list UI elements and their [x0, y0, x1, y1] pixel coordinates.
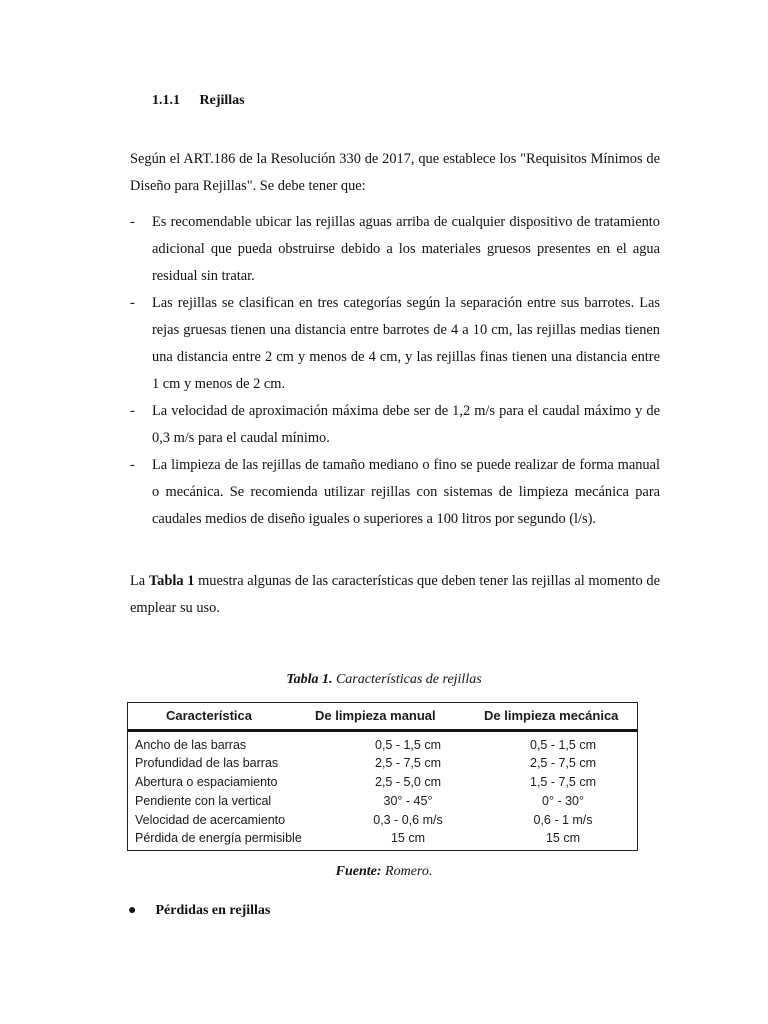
tabla-ref-suffix: muestra algunas de las características que deben tener las rejillas al momento de emplear su uso. [130, 573, 660, 616]
cell-mecanica: 2,5 - 7,5 cm [530, 756, 596, 770]
requirements-list [130, 209, 660, 533]
bullet-dash: - [130, 295, 135, 311]
cell-caracteristica: Pendiente con la vertical [135, 794, 272, 808]
section-number: 1.1.1 [152, 93, 180, 108]
list-item-text: La limpieza de las rejillas de tamaño mediano o fino se puede realizar de forma manual o mecánica. Se recomienda utilizar rejillas con sistemas de limpieza mecánica para caudales medios de diseño iguales o superiores a 100 litros por segundo (l/s). [152, 457, 660, 527]
list-item-text: Las rejillas se clasifican en tres categorías según la separación entre sus barrotes. Las rejas gruesas tienen una distancia entre barrotes de 4 a 10 cm, las rejillas medias tienen una distancia entre 2 cm y menos de 4 cm, y las rejillas finas tienen una distancia entre 1 cm y menos de 2 cm. [152, 295, 660, 392]
table-row [128, 831, 637, 849]
section-heading [152, 93, 245, 109]
tabla-ref-prefix: La [130, 573, 146, 589]
list-item [130, 452, 660, 533]
cell-caracteristica: Ancho de las barras [135, 738, 247, 752]
caption-label: Tabla 1. [286, 672, 333, 687]
intro-paragraph: Según el ART.186 de la Resolución 330 de 2017, que establece los "Requisitos Mínimos de Diseño para Rejillas". Se debe tener que: [130, 151, 660, 194]
table-row [128, 775, 637, 793]
bullet-dash: - [130, 457, 135, 473]
list-item-text: Es recomendable ubicar las rejillas aguas arriba de cualquier dispositivo de tratamiento adicional que pueda obstruirse debido a los materiales gruesos presentes en el agua residual sin tratar. [152, 214, 660, 284]
cell-manual: 0,5 - 1,5 cm [375, 738, 441, 752]
cell-mecanica: 1,5 - 7,5 cm [530, 775, 596, 789]
table-header [128, 703, 637, 732]
table-reference-paragraph [130, 568, 660, 622]
cell-manual: 0,3 - 0,6 m/s [373, 813, 443, 827]
bullet-dash: - [130, 403, 135, 419]
table-row [128, 813, 637, 831]
cell-manual: 2,5 - 7,5 cm [375, 756, 441, 770]
cell-mecanica: 0,5 - 1,5 cm [530, 738, 596, 752]
list-item [130, 398, 660, 452]
source-text: Romero. [385, 864, 433, 879]
list-item [130, 209, 660, 290]
list-item [130, 290, 660, 398]
cell-manual: 15 cm [390, 831, 426, 845]
cell-caracteristica: Velocidad de acercamiento [135, 813, 286, 827]
table-caption [0, 672, 768, 688]
cell-caracteristica: Profundidad de las barras [135, 756, 279, 770]
caption-text: Características de rejillas [335, 672, 482, 687]
cell-mecanica: 15 cm [545, 831, 581, 845]
subsection-title: Pérdidas en rejillas [155, 903, 271, 918]
cell-caracteristica: Abertura o espaciamiento [135, 775, 278, 789]
table-source [0, 864, 768, 880]
characteristics-table [127, 702, 638, 851]
cell-mecanica: 0° - 30° [542, 794, 584, 808]
table-row [128, 756, 637, 774]
cell-manual: 2,5 - 5,0 cm [375, 775, 441, 789]
list-item-text: La velocidad de aproximación máxima debe ser de 1,2 m/s para el caudal máximo y de 0,3 m/s para el caudal mínimo. [152, 403, 660, 446]
cell-mecanica: 0,6 - 1 m/s [533, 813, 593, 827]
table-row [128, 738, 637, 756]
subsection-heading [128, 903, 270, 919]
section-title: Rejillas [199, 93, 245, 108]
tabla-ref-bold: Tabla 1 [148, 573, 195, 589]
header-mecanica: De limpieza mecánica [484, 708, 619, 723]
header-caracteristica: Característica [166, 708, 252, 723]
table-row [128, 794, 637, 812]
bullet-dot-icon: ● [128, 903, 137, 918]
cell-caracteristica: Pérdida de energía permisible [135, 831, 302, 845]
cell-manual: 30° - 45° [383, 794, 433, 808]
bullet-dash: - [130, 214, 135, 230]
header-manual: De limpieza manual [315, 708, 436, 723]
source-label: Fuente: [335, 864, 382, 879]
